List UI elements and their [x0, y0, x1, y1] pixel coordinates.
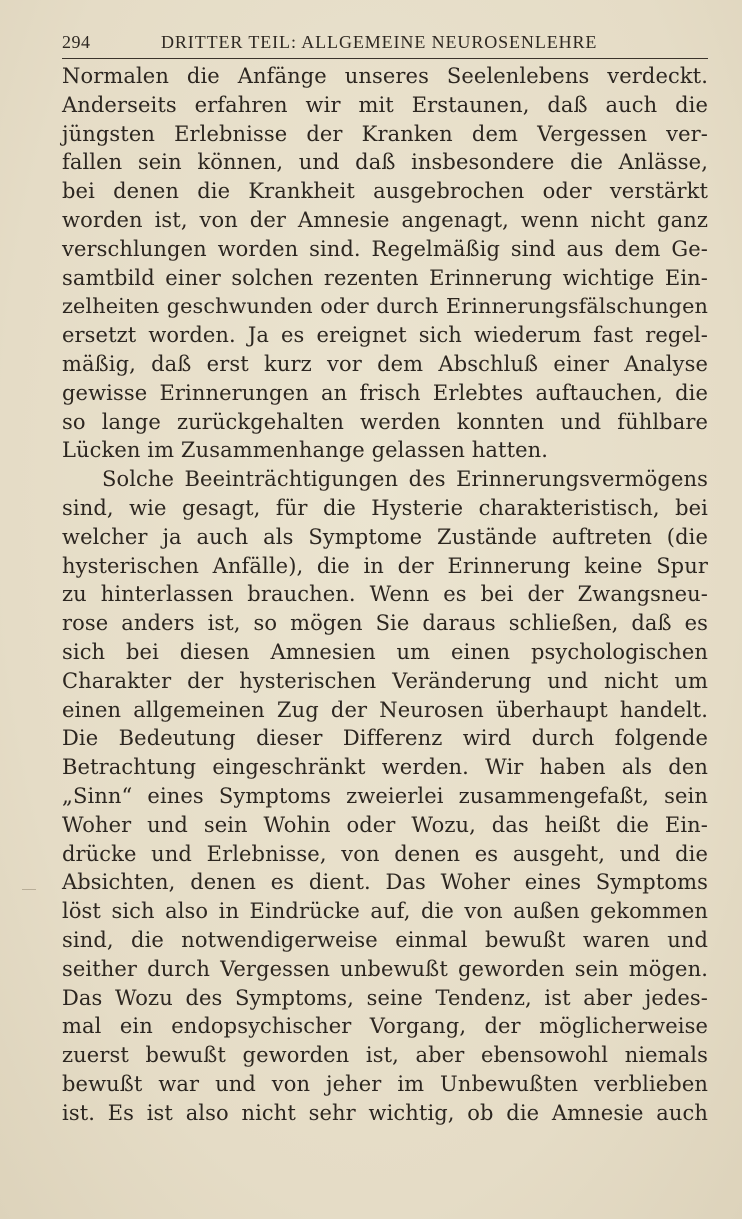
text-line: Das Wozu des Symptoms, seine Tendenz, ist aber jedes- — [62, 985, 708, 1010]
text-line: Woher und sein Wohin oder Wozu, das heißt die Ein- — [62, 812, 708, 837]
text-line: ersetzt worden. Ja es ereignet sich wiederum fast regel- — [62, 323, 708, 348]
text-line: verschlungen worden sind. Regelmäßig sind aus dem Ge- — [62, 236, 708, 261]
text-line: Absichten, denen es dient. Das Woher eines Symptoms — [62, 870, 708, 895]
text-line: sind, wie gesagt, für die Hysterie charakteristisch, bei — [62, 495, 708, 520]
text-line: mäßig, daß erst kurz vor dem Abschluß einer Analyse — [62, 351, 708, 376]
text-line: einen allgemeinen Zug der Neurosen überhaupt handelt. — [62, 697, 708, 722]
text-line: Die Bedeutung dieser Differenz wird durch folgende — [62, 726, 708, 751]
text-line: drücke und Erlebnisse, von denen es ausgeht, und die — [62, 841, 708, 866]
header-rule — [62, 58, 708, 59]
text-line: sind, die notwendigerweise einmal bewußt waren und — [62, 927, 708, 952]
page-header — [62, 30, 708, 56]
text-line: so lange zurückgehalten werden konnten und fühlbare — [62, 409, 708, 434]
text-line: worden ist, von der Amnesie angenagt, wenn nicht ganz — [62, 207, 708, 232]
text-line: zu hinterlassen brauchen. Wenn es bei der Zwangsneu- — [62, 582, 708, 607]
text-line: bewußt war und von jeher im Unbewußten verblieben — [62, 1071, 708, 1096]
text-line: Anderseits erfahren wir mit Erstaunen, daß auch die — [62, 92, 708, 117]
text-line: rose anders ist, so mögen Sie daraus schließen, daß es — [62, 611, 708, 636]
text-line: Normalen die Anfänge unseres Seelenlebens verdeckt. — [62, 64, 708, 88]
text-line: „Sinn“ eines Symptoms zweierlei zusammengefaßt, sein — [62, 783, 708, 808]
text-line: hysterischen Anfälle), die in der Erinnerung keine Spur — [62, 553, 708, 578]
paragraph-end-line: Lücken im Zusammenhange gelassen hatten. — [62, 438, 549, 463]
running-head: DRITTER TEIL: ALLGEMEINE NEUROSENLEHRE — [161, 32, 598, 52]
text-line: sich bei diesen Amnesien um einen psychologischen — [62, 639, 708, 664]
text-line: bei denen die Krankheit ausgebrochen oder verstärkt — [62, 179, 708, 204]
text-line: ist. Es ist also nicht sehr wichtig, ob die Amnesie auch — [62, 1100, 708, 1125]
body-text — [62, 62, 708, 1127]
text-line: welcher ja auch als Symptome Zustände auftreten (die — [62, 524, 708, 549]
text-line: Charakter der hysterischen Veränderung und nicht um — [62, 668, 708, 693]
text-line: seither durch Vergessen unbewußt geworden sein mögen. — [62, 956, 708, 981]
page-number: 294 — [62, 32, 91, 52]
text-line: zuerst bewußt geworden ist, aber ebensowohl niemals — [62, 1043, 708, 1068]
text-line: zelheiten geschwunden oder durch Erinnerungsfälschungen — [62, 294, 708, 319]
text-line: fallen sein können, und daß insbesondere die Anlässe, — [62, 150, 708, 175]
text-line: mal ein endopsychischer Vorgang, der möglicherweise — [62, 1014, 708, 1039]
paragraph-first-line: Solche Beeinträchtigungen des Erinnerungsvermögens — [102, 467, 708, 492]
text-line: löst sich also in Eindrücke auf, die von außen gekommen — [62, 899, 708, 924]
text-line: gewisse Erinnerungen an frisch Erlebtes auftauchen, die — [62, 380, 708, 405]
text-line: samtbild einer solchen rezenten Erinnerung wichtige Ein- — [62, 265, 708, 290]
text-line: Betrachtung eingeschränkt werden. Wir haben als den — [62, 755, 708, 780]
text-line: jüngsten Erlebnisse der Kranken dem Vergessen ver- — [62, 121, 708, 146]
margin-pencil-mark — [22, 889, 36, 890]
